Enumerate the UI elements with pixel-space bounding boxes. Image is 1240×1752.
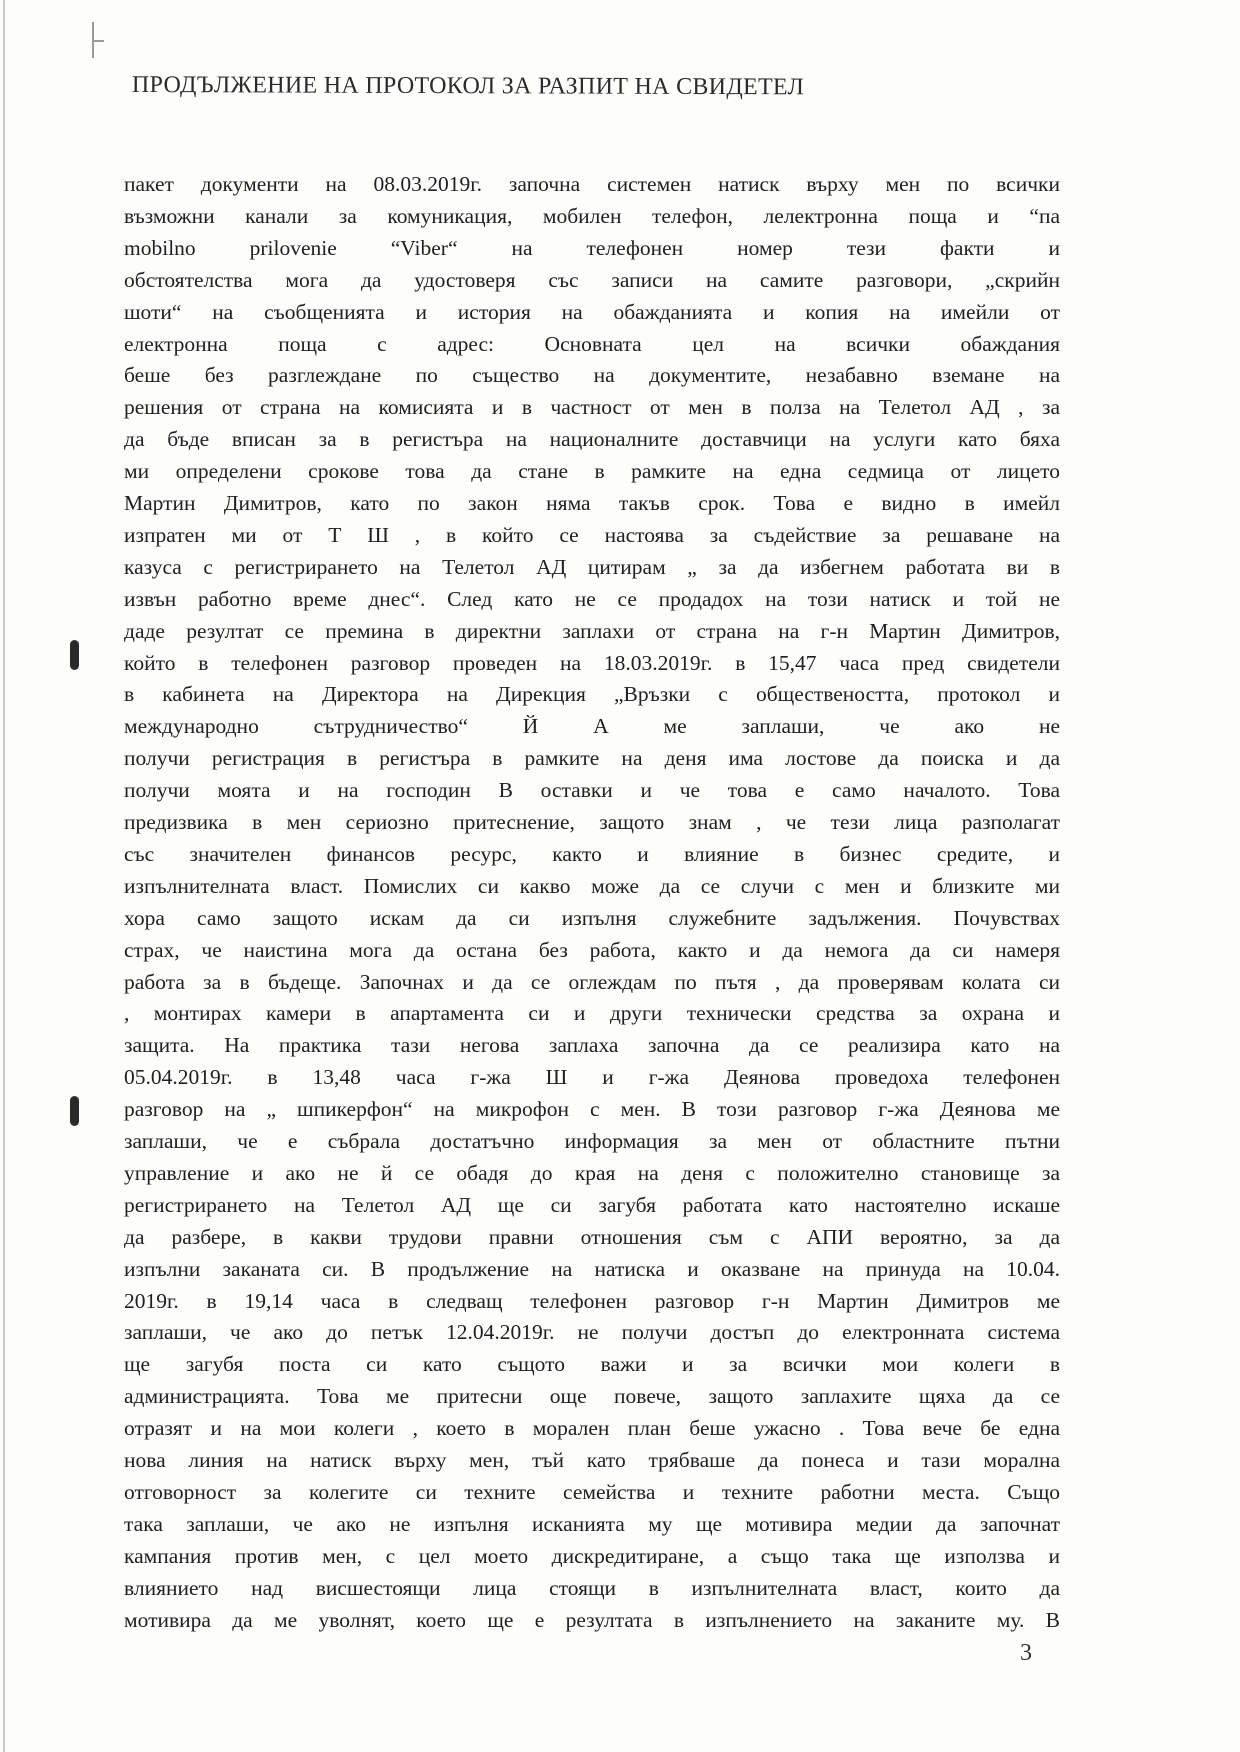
text-line: беше без разглеждане по същество на документите, незабавно вземане на: [124, 363, 1060, 388]
document-body: [124, 172, 1060, 1632]
text-line: обстоятелства мога да удостоверя със записи на самите разговори, „скрийн: [124, 267, 1060, 292]
text-line: Мартин Димитров, като по закон няма такъв срок. Това е видно в имейл: [124, 491, 1060, 515]
text-line: шоти“ на съобщенията и история на обажданията и копия на имейли от: [124, 299, 1060, 324]
text-line: кампания против мен, с цел моето дискредитиране, а също така ще използва и: [124, 1543, 1060, 1568]
text-line: да бъде вписан за в регистъра на националните доставчици на услуги като бяха: [124, 427, 1060, 452]
text-line: регистрирането на Телетол АД ще си загубя работата като настоятелно искаше: [124, 1192, 1060, 1217]
text-line: влиянието над висшестоящи лица стоящи в изпълнителната власт, които да: [124, 1575, 1060, 1600]
text-line: получи регистрация в регистъра в рамките на деня има лостове да поиска и да: [124, 746, 1060, 771]
text-line: предизвика в мен сериозно притеснение, защото знам , че тези лица разполагат: [124, 810, 1060, 834]
punch-hole-mark: [70, 1096, 79, 1126]
page-number: 3: [1020, 1640, 1032, 1666]
text-line: ми определени срокове това да стане в рамките на една седмица от лицето: [124, 459, 1060, 484]
text-line: пакет документи на 08.03.2019г. започна системен натиск върху мен по всички: [124, 172, 1060, 196]
punch-hole-mark: [70, 640, 79, 670]
text-line: mobilno prilovenie “Viber“ на телефонен номер тези факти и: [124, 235, 1060, 260]
text-line: който в телефонен разговор проведен на 18.03.2019г. в 15,47 часа пред свидетели: [124, 650, 1060, 675]
text-line: възможни канали за комуникация, мобилен телефон, лелектронна поща и “па: [124, 203, 1060, 228]
text-line: изпълнителната власт. Помислих си какво може да се случи с мен и близките ми: [124, 873, 1060, 898]
text-line: отразят и на мои колеги , което в морален план беше ужасно . Това вече бе една: [124, 1416, 1060, 1441]
text-line: в кабинета на Директора на Дирекция „Връзки с обществеността, протокол и: [124, 682, 1060, 707]
text-line: страх, че наистина мога да остана без работа, както и да немога да си намеря: [124, 937, 1060, 962]
text-line: защита. На практика тази негова заплаха започна да се реализира като на: [124, 1033, 1060, 1058]
text-line: извън работно време днес“. След като не се продадох на този натиск и той не: [124, 586, 1060, 611]
text-line: нова линия на натиск върху мен, тъй като трябваше да понеса и тази морална: [124, 1448, 1060, 1472]
text-line: изпратен ми от Т Ш , в който се настоява за съдействие за решаване на: [124, 522, 1060, 547]
text-line: заплаши, че е събрала достатъчно информация за мен от областните пътни: [124, 1129, 1060, 1153]
text-line: така заплаши, че ако не изпълня исканията му ще мотивира медии да започнат: [124, 1511, 1060, 1536]
text-line: хора само защото искам да си изпълня служебните задължения. Почувствах: [124, 905, 1060, 930]
page-header-title: ПРОДЪЛЖЕНИЕ НА ПРОТОКОЛ ЗА РАЗПИТ НА СВИДЕТЕЛ: [131, 72, 805, 101]
text-line: ще загубя поста си като същото важи и за всички мои колеги в: [124, 1352, 1060, 1377]
text-line: отговорност за колегите си техните семейства и техните работни места. Също: [124, 1479, 1060, 1504]
text-line: да разбере, в какви трудови правни отношения съм с АПИ вероятно, за да: [124, 1224, 1060, 1249]
text-line: мотивира да ме уволнят, което ще е резултата в изпълнението на заканите му. В: [124, 1607, 1060, 1632]
text-line: със значителен финансов ресурс, както и влияние в бизнес средите, и: [124, 841, 1060, 866]
text-line: управление и ако не й се обадя до края на деня с положително становище за: [124, 1160, 1060, 1185]
scan-edge-line: [3, 0, 5, 1752]
text-line: даде резултат се премина в директни заплахи от страна на г-н Мартин Димитров,: [124, 618, 1060, 643]
text-line: изпълни заканата си. В продължение на натиска и оказване на принуда на 10.04.: [124, 1256, 1060, 1281]
text-line: , монтирах камери в апартамента си и други технически средства за охрана и: [124, 1001, 1060, 1026]
text-line: решения от страна на комисията и в частност от мен в полза на Телетол АД , за: [124, 395, 1060, 420]
text-line: електронна поща с адрес: Основната цел на всички обаждания: [124, 331, 1060, 356]
text-line: разговор на „ шпикерфон“ на микрофон с мен. В този разговор г-жа Деянова ме: [124, 1097, 1060, 1122]
text-line: работа за в бъдеще. Започнах и да се оглеждам по пътя , да проверявам колата си: [124, 969, 1060, 994]
text-line: 2019г. в 19,14 часа в следващ телефонен разговор г-н Мартин Димитров ме: [124, 1288, 1060, 1313]
text-line: администрацията. Това ме притесни още повече, защото заплахите щяха да се: [124, 1384, 1060, 1409]
text-line: 05.04.2019г. в 13,48 часа г-жа Ш и г-жа Деянова проведоха телефонен: [124, 1065, 1060, 1090]
text-line: казуса с регистрирането на Телетол АД цитирам „ за да избегнем работата ви в: [124, 554, 1060, 579]
text-line: заплаши, че ако до петък 12.04.2019г. не получи достъп до електронната система: [124, 1320, 1060, 1345]
margin-mark-tick: [92, 40, 104, 42]
text-line: международно сътрудничество“ Й А ме заплаши, че ако не: [124, 714, 1060, 739]
text-line: получи моята и на господин В оставки и че това е само началото. Това: [124, 778, 1060, 803]
